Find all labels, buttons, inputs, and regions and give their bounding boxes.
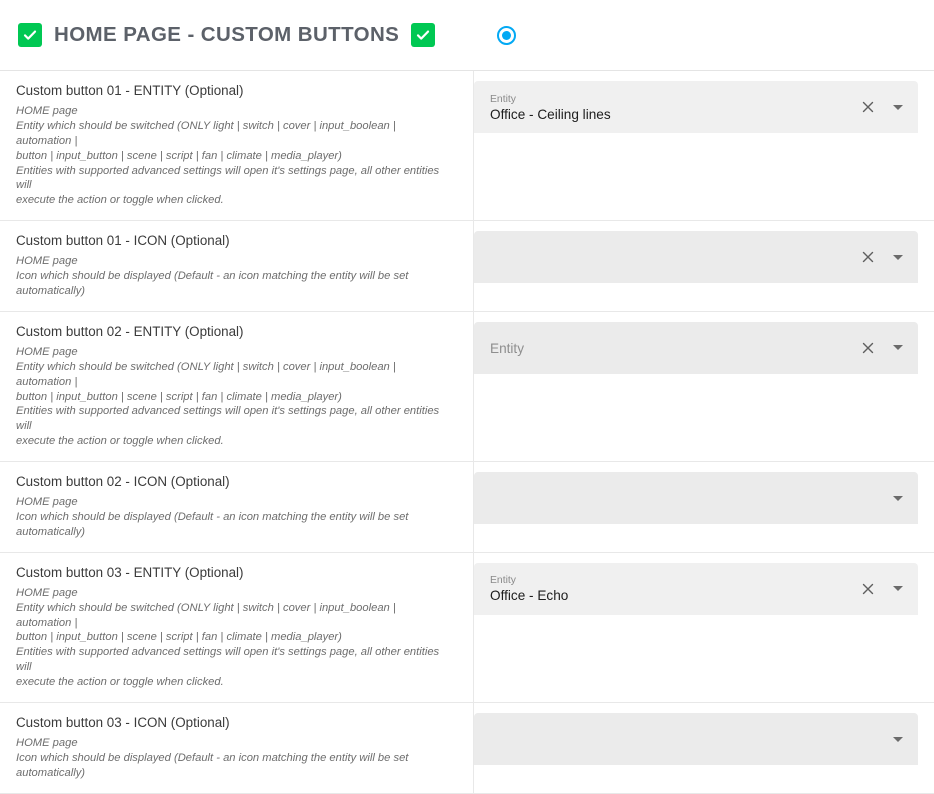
row-control-cell (474, 462, 934, 552)
close-icon[interactable] (860, 581, 876, 597)
field-value: Office - Echo (490, 588, 569, 604)
row-description-line: HOME page (16, 105, 78, 117)
row-label: Custom button 01 - ENTITY (Optional) (16, 83, 244, 98)
row-description-line: Entity which should be switched (ONLY light | switch | cover | input_boolean | automation | (16, 601, 396, 629)
chevron-down-icon[interactable] (890, 490, 906, 506)
page-title: HOME PAGE - CUSTOM BUTTONS (54, 23, 400, 46)
row-description-line: Icon which should be displayed (Default - an icon matching the entity will be set (16, 270, 409, 283)
row-description-line: Entities with supported advanced settings will open it's settings page, all other entities will (16, 646, 440, 674)
row-description (16, 104, 453, 208)
close-icon[interactable] (860, 249, 876, 265)
row-description-line: Entities with supported advanced settings will open it's settings page, all other entities will (16, 164, 440, 192)
row-description-cell (0, 71, 474, 220)
settings-row (0, 703, 934, 794)
settings-row (0, 71, 934, 221)
entity-select-field[interactable] (474, 563, 918, 615)
field-texts (490, 563, 860, 615)
chevron-down-icon[interactable] (890, 581, 906, 597)
row-label: Custom button 03 - ENTITY (Optional) (16, 564, 244, 580)
check-icon (22, 27, 38, 43)
settings-row (0, 312, 934, 462)
field-texts (490, 322, 860, 374)
row-description-line: HOME page (16, 737, 78, 750)
row-description-line: automatically) (16, 525, 86, 538)
field-icons (860, 581, 910, 597)
field-value: Office - Ceiling lines (490, 106, 611, 122)
field-icons (890, 731, 910, 747)
icon-select-field[interactable] (474, 472, 918, 524)
row-description-cell (0, 312, 474, 461)
close-icon[interactable] (860, 99, 876, 115)
chevron-down-icon[interactable] (890, 99, 906, 115)
field-floating-label: Entity (490, 575, 516, 587)
row-description-line: Entity which should be switched (ONLY light | switch | cover | input_boolean | automation | (16, 360, 396, 388)
row-description-line: execute the action or toggle when clicked. (16, 676, 224, 689)
row-description-line: execute the action or toggle when clicked. (16, 194, 224, 207)
settings-row (0, 553, 934, 703)
page-header (0, 0, 934, 71)
close-icon[interactable] (860, 340, 876, 356)
row-description-line: button | input_button | scene | script | fan | climate | media_player) (16, 390, 342, 403)
row-description-line: button | input_button | scene | script | fan | climate | media_player) (16, 631, 342, 644)
row-description (16, 495, 453, 540)
field-icons (860, 340, 910, 356)
row-label: Custom button 02 - ENTITY (Optional) (16, 323, 244, 339)
row-description (16, 254, 453, 299)
row-control-cell (474, 312, 934, 461)
entity-select-field[interactable] (474, 81, 918, 133)
row-description-line: automatically) (16, 766, 86, 779)
settings-row (0, 221, 934, 312)
chevron-down-icon[interactable] (890, 249, 906, 265)
field-texts (490, 472, 890, 524)
settings-row (0, 462, 934, 553)
field-icons (890, 490, 910, 506)
field-placeholder: Entity (490, 340, 524, 356)
row-description (16, 586, 453, 690)
chevron-down-icon[interactable] (890, 340, 906, 356)
entity-select-field[interactable] (474, 322, 918, 374)
row-description-line: HOME page (16, 586, 78, 599)
row-control-cell (474, 703, 934, 793)
row-label: Custom button 01 - ICON (Optional) (16, 233, 230, 249)
row-description-line: Icon which should be displayed (Default - an icon matching the entity will be set (16, 511, 409, 524)
row-description-line: HOME page (16, 496, 78, 509)
radio-group[interactable] (497, 26, 516, 45)
radio-selected-icon[interactable] (497, 26, 516, 45)
row-description-line: HOME page (16, 255, 78, 268)
row-description-line: button | input_button | scene | script | fan | climate | media_player) (16, 149, 342, 162)
field-icons (860, 99, 910, 115)
row-control-cell (474, 71, 934, 220)
row-description-line: execute the action or toggle when clicked. (16, 435, 224, 448)
row-description (16, 345, 453, 449)
row-description (16, 736, 453, 781)
field-texts (490, 231, 860, 283)
chevron-down-icon[interactable] (890, 731, 906, 747)
row-description-line: automatically) (16, 285, 86, 298)
field-floating-label: Entity (490, 93, 516, 105)
row-description-line: HOME page (16, 345, 78, 358)
row-control-cell (474, 553, 934, 702)
icon-select-field[interactable] (474, 713, 918, 765)
row-label: Custom button 02 - ICON (Optional) (16, 474, 230, 490)
checkbox-left[interactable] (18, 23, 42, 47)
check-icon (415, 27, 431, 43)
row-description-line: Icon which should be displayed (Default - an icon matching the entity will be set (16, 751, 409, 764)
row-description-line: Entities with supported advanced settings will open it's settings page, all other entities will (16, 405, 440, 433)
field-texts (490, 81, 860, 133)
row-description-line: Entity which should be switched (ONLY light | switch | cover | input_boolean | automation | (16, 119, 396, 147)
checkbox-right[interactable] (411, 23, 435, 47)
field-icons (860, 249, 910, 265)
row-description-cell (0, 462, 474, 552)
row-description-cell (0, 553, 474, 702)
icon-select-field[interactable] (474, 231, 918, 283)
row-description-cell (0, 703, 474, 793)
row-label: Custom button 03 - ICON (Optional) (16, 715, 230, 731)
settings-rows (0, 71, 934, 794)
field-texts (490, 713, 890, 765)
row-description-cell (0, 221, 474, 311)
row-control-cell (474, 221, 934, 311)
